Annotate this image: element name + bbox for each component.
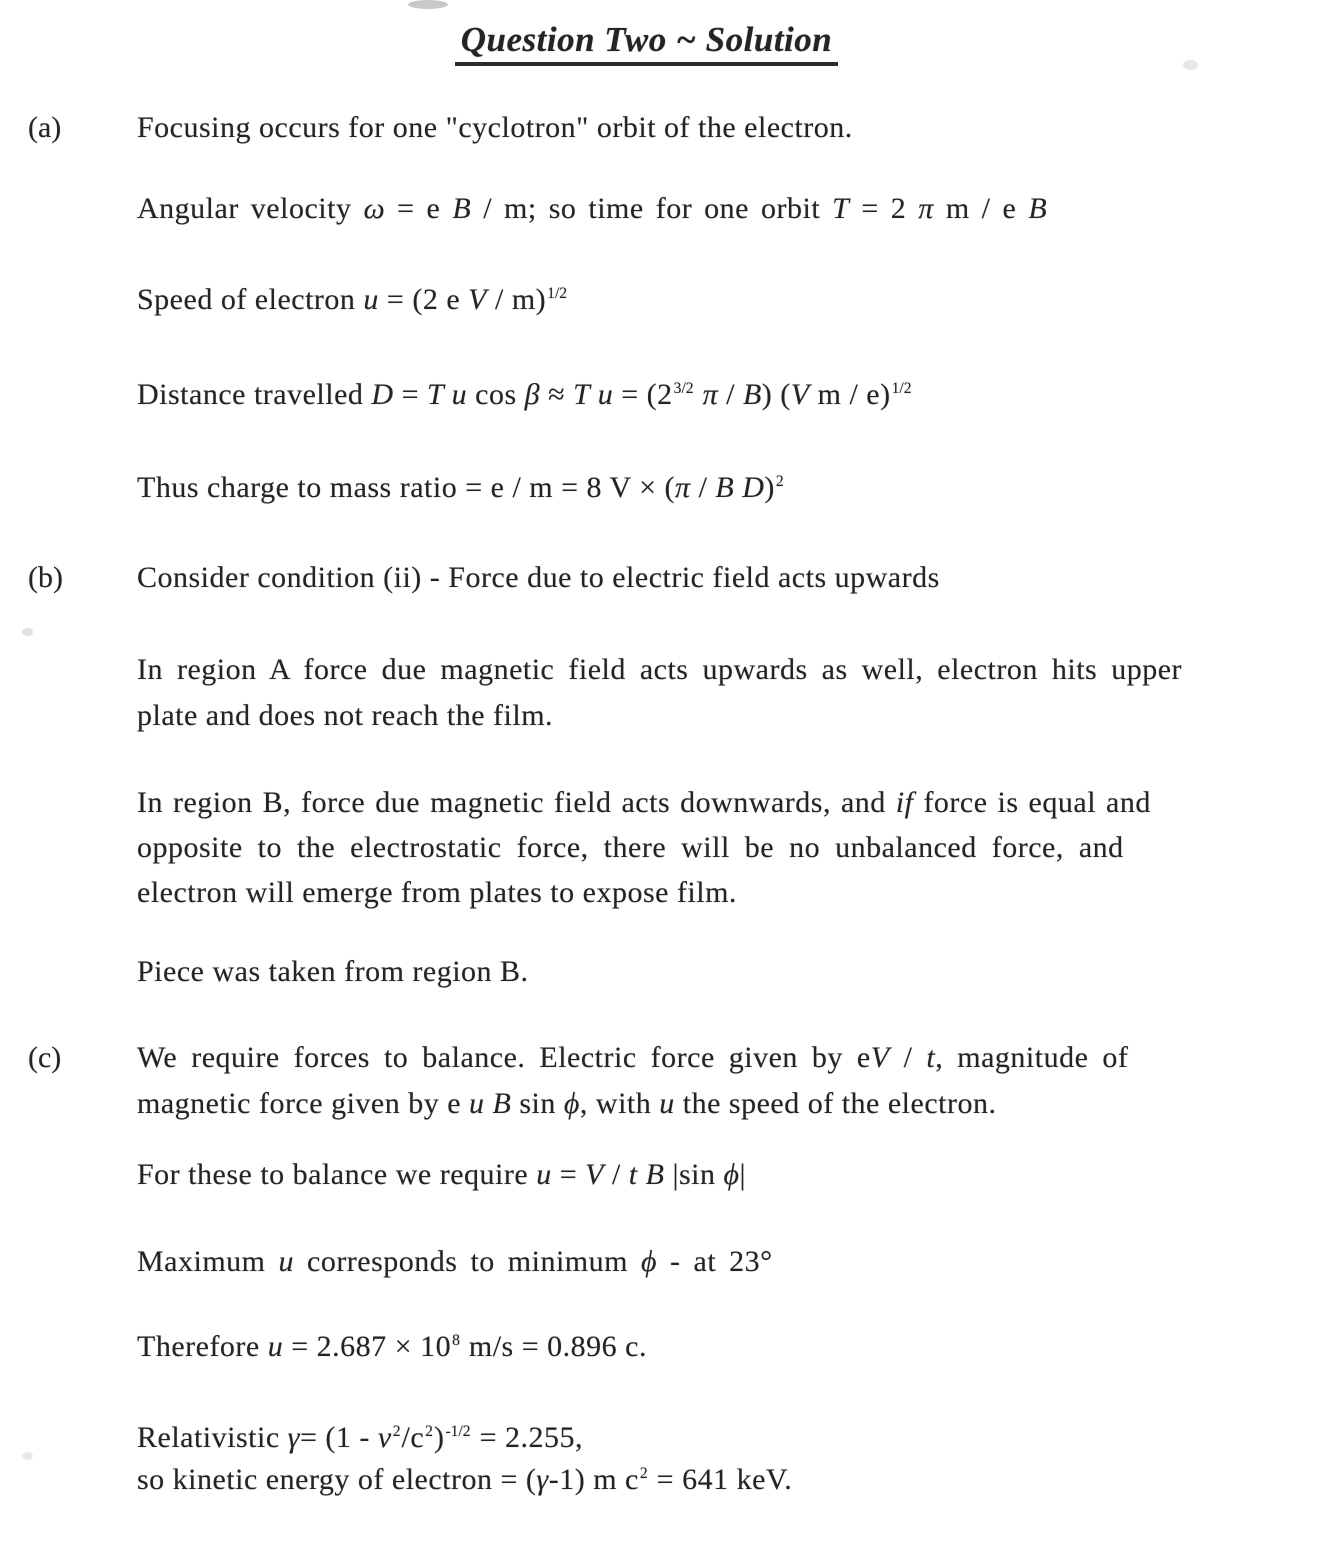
- text-run: = 2.687 × 10: [283, 1330, 452, 1363]
- superscript: 1/2: [891, 380, 912, 398]
- math-var: u: [659, 1087, 675, 1120]
- text-run: sin: [511, 1087, 564, 1120]
- math-var: D: [371, 378, 394, 411]
- line-distance-travelled: [137, 375, 913, 420]
- math-var: β: [524, 378, 541, 411]
- line-speed-of-electron: [137, 280, 568, 325]
- text-run: = 2: [849, 192, 919, 225]
- text-run: =: [393, 378, 427, 411]
- text-run: the speed of the electron.: [674, 1087, 997, 1120]
- text-run: In region B, force due magnetic field acts downwards, and: [137, 786, 896, 819]
- page-title-text: Question Two ~ Solution: [455, 20, 839, 66]
- text-run: electron will emerge from plates to expose film.: [137, 876, 737, 909]
- text-run: m/s = 0.896 c.: [460, 1330, 647, 1363]
- text-run: ): [433, 1421, 445, 1454]
- text-run: = (2 e: [378, 283, 469, 316]
- text-run: Thus charge to mass ratio = e / m = 8 V × (: [137, 471, 676, 504]
- text-run: Focusing occurs for one "cyclotron" orbit of the electron.: [137, 111, 853, 144]
- math-var: B D: [715, 471, 765, 504]
- text-run: = e: [385, 192, 453, 225]
- superscript: 2: [392, 1423, 401, 1441]
- line-piece-region-b: [137, 952, 529, 992]
- text-run: = 641 keV.: [648, 1463, 793, 1496]
- math-var: ϕ: [640, 1245, 658, 1278]
- math-var: ϕ: [723, 1158, 740, 1191]
- text-run: = (1 -: [299, 1421, 378, 1454]
- math-var: V: [870, 1041, 890, 1074]
- scan-artifact-top: [408, 0, 448, 9]
- section-label-a: (a): [28, 111, 62, 144]
- scan-artifact-left-2: [22, 1452, 33, 1460]
- line-balance-2: [137, 1084, 996, 1124]
- line-angular-velocity: [137, 189, 1047, 229]
- text-run: ≈: [540, 378, 574, 411]
- text-run: /c: [401, 1421, 425, 1454]
- text-run: ) (: [761, 378, 791, 411]
- math-var: u: [536, 1158, 552, 1191]
- math-var: t B: [628, 1158, 665, 1191]
- text-run: = (2: [613, 378, 673, 411]
- superscript: 1/2: [547, 285, 568, 303]
- text-run: |sin: [664, 1158, 724, 1191]
- superscript: 2: [775, 473, 784, 491]
- emphasis: if: [895, 786, 914, 819]
- math-var: γ: [536, 1463, 549, 1496]
- text-run: Maximum: [137, 1245, 279, 1278]
- line-consider-condition: [137, 558, 940, 598]
- math-var: V: [468, 283, 487, 316]
- text-run: Consider condition (ii) - Force due to electric field acts upwards: [137, 561, 940, 594]
- line-for-these-to-balance: [137, 1155, 746, 1195]
- line-therefore-u: [137, 1327, 647, 1372]
- line-region-b-1: [137, 783, 1151, 823]
- text-run: -1) m c: [548, 1463, 639, 1496]
- superscript: 2: [639, 1465, 648, 1483]
- text-run: / m; so time for one orbit: [471, 192, 833, 225]
- math-var: u: [278, 1245, 294, 1278]
- section-label-c: (c): [28, 1041, 62, 1074]
- math-var: B: [1028, 192, 1048, 225]
- math-var: π: [675, 471, 691, 504]
- text-run: corresponds to minimum: [294, 1245, 641, 1278]
- math-var: T u: [427, 378, 468, 411]
- math-var: V: [585, 1158, 604, 1191]
- text-run: Relativistic: [137, 1421, 288, 1454]
- text-run: /: [603, 1158, 629, 1191]
- math-var: t: [926, 1041, 936, 1074]
- line-maximum-u: [137, 1242, 773, 1282]
- math-var: u: [267, 1330, 284, 1363]
- line-balance-1: [137, 1038, 1128, 1078]
- text-run: Distance travelled: [137, 378, 372, 411]
- math-var: B: [742, 378, 762, 411]
- text-run: , with: [579, 1087, 660, 1120]
- math-var: B: [452, 192, 472, 225]
- math-var: T: [832, 192, 850, 225]
- math-var: π: [702, 378, 719, 411]
- text-run: so kinetic energy of electron = (: [137, 1463, 537, 1496]
- text-run: plate and does not reach the film.: [137, 699, 554, 732]
- text-run: /: [690, 471, 716, 504]
- text-run: / m): [486, 283, 547, 316]
- text-run: magnetic force given by e: [137, 1087, 470, 1120]
- superscript: -1/2: [445, 1423, 471, 1441]
- section-label-b: (b): [28, 561, 63, 594]
- superscript: 2: [425, 1423, 433, 1441]
- math-var: T u: [573, 378, 614, 411]
- superscript: 3/2: [673, 380, 694, 398]
- math-var: V: [790, 378, 810, 411]
- math-var: v: [377, 1421, 392, 1454]
- math-var: ω: [363, 192, 386, 225]
- text-run: For these to balance we require: [137, 1158, 537, 1191]
- text-run: We require forces to balance. Electric force given by e: [137, 1041, 871, 1074]
- text-run: m / e: [933, 192, 1029, 225]
- line-relativistic-gamma: [137, 1418, 583, 1463]
- math-var: u B: [469, 1087, 512, 1120]
- text-run: =: [551, 1158, 586, 1191]
- math-var: γ: [287, 1421, 300, 1454]
- text-run: Therefore: [137, 1330, 268, 1363]
- math-var: u: [363, 283, 379, 316]
- text-run: , magnitude of: [935, 1041, 1129, 1074]
- text-run: [695, 378, 703, 411]
- text-run: - at 23°: [657, 1245, 773, 1278]
- line-kinetic-energy: [137, 1460, 792, 1505]
- text-run: cos: [467, 378, 525, 411]
- text-run: m / e): [809, 378, 891, 411]
- line-charge-mass-ratio: [137, 468, 785, 513]
- line-region-a-1: [137, 650, 1182, 690]
- text-run: Angular velocity: [137, 192, 364, 225]
- text-run: = 2.255,: [471, 1421, 583, 1454]
- text-run: /: [889, 1041, 927, 1074]
- line-region-b-3: [137, 873, 737, 913]
- superscript: 8: [452, 1332, 460, 1350]
- math-var: ϕ: [563, 1087, 580, 1120]
- text-run: /: [718, 378, 743, 411]
- text-run: force is equal and: [913, 786, 1151, 819]
- scan-artifact-left-1: [22, 628, 33, 636]
- math-var: π: [918, 192, 934, 225]
- text-run: |: [739, 1158, 747, 1191]
- text-run: Speed of electron: [137, 283, 364, 316]
- line-region-a-2: [137, 696, 553, 736]
- scan-artifact-right: [1183, 60, 1198, 70]
- line-region-b-2: [137, 828, 1124, 868]
- text-run: Piece was taken from region B.: [137, 955, 529, 988]
- text-run: ): [764, 471, 775, 504]
- page-title: [0, 20, 1317, 60]
- text-run: In region A force due magnetic field acts upwards as well, electron hits upper: [137, 653, 1183, 686]
- line-focusing: [137, 108, 853, 148]
- text-run: opposite to the electrostatic force, there will be no unbalanced force, and: [137, 831, 1124, 864]
